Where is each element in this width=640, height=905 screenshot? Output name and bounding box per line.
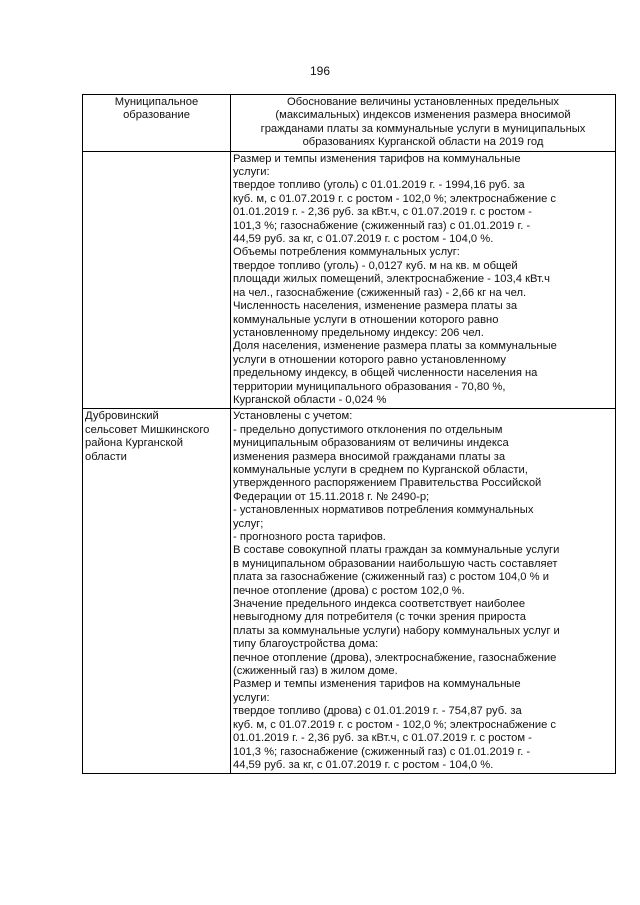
header-text-line: образованиях Курганской области на 2019 год [302, 136, 544, 149]
text-line: (сжиженный газ) в жилом доме. [233, 665, 398, 678]
text-line: услуги в отношении которого равно установленному [233, 353, 506, 366]
text-line: куб. м, с 01.07.2019 г. с ростом - 102,0 %; электроснабжение с [233, 192, 556, 205]
text-line: услуги: [233, 691, 270, 704]
text-line: Размер и темпы изменения тарифов на коммунальные [233, 152, 521, 165]
text-line: - прогнозного роста тарифов. [233, 531, 386, 543]
text-line: Размер и темпы изменения тарифов на коммунальные [233, 678, 521, 691]
text-line: Курганской области - 0,024 % [233, 393, 387, 406]
text-line: территории муниципального образования - 70,80 %, [233, 380, 506, 393]
header-text-line: (максимальных) индексов изменения размера вносимой [275, 109, 571, 122]
text-line: В составе совокупной платы граждан за коммунальные услуги [233, 544, 560, 557]
justification-cell [231, 151, 616, 409]
text-line: 44,59 руб. за кг, с 01.07.2019 г. с ростом - 104,0 %. [233, 758, 494, 771]
text-line: 44,59 руб. за кг, с 01.07.2019 г. с ростом - 104,0 %. [233, 233, 494, 246]
text-line: - предельно допустимого отклонения по отдельным [233, 423, 503, 436]
text-line: Дубровинский [85, 410, 159, 423]
text-line: района Курганской [85, 437, 183, 450]
text-line: 101,3 %; газоснабжение (сжиженный газ) с 01.01.2019 г. - [233, 745, 531, 758]
text-line: сельсовет Мишкинского [85, 423, 210, 436]
text-line: куб. м, с 01.07.2019 г. с ростом - 102,0 %; электроснабжение с [233, 718, 556, 731]
text-line: 101,3 %; газоснабжение (сжиженный газ) с 01.01.2019 г. - [233, 219, 531, 232]
text-line: типу благоустройства дома: [233, 638, 379, 651]
header-justification [231, 95, 616, 152]
text-line: изменения размера вносимой гражданами платы за [233, 450, 506, 463]
text-line: в муниципальном образовании наибольшую часть составляет [233, 557, 558, 570]
header-text-line: Обоснование величины установленных предельных [287, 96, 559, 108]
text-line: услуги: [233, 166, 270, 179]
municipality-cell [83, 409, 231, 774]
text-line: области [85, 450, 127, 463]
tariff-justification-table [82, 94, 616, 774]
text-line: коммунальные услуги в отношении которого равно [233, 313, 499, 326]
text-line: 01.01.2019 г. - 2,36 руб. за кВт.ч, с 01.07.2019 г. с ростом - [233, 206, 532, 219]
text-line: Федерации от 15.11.2018 г. № 2490-р; [233, 490, 430, 503]
text-line: услуг; [233, 517, 264, 530]
table-header-row [83, 95, 616, 152]
text-line: предельному индексу, в общей численности населения на [233, 367, 538, 380]
header-municipality [83, 95, 231, 152]
text-line: плата за газоснабжение (сжиженный газ) с ростом 104,0 % и [233, 571, 549, 584]
header-text-line: Муниципальное [114, 96, 199, 108]
text-line: утвержденного распоряжением Правительства Российской [233, 477, 542, 490]
text-line: Объемы потребления коммунальных услуг: [233, 246, 460, 259]
text-line: установленному предельному индексу: 206 чел. [233, 326, 484, 339]
municipality-cell [83, 151, 231, 409]
text-line: твердое топливо (уголь) с 01.01.2019 г. - 1994,16 руб. за [233, 179, 525, 192]
text-line: твердое топливо (дрова) с 01.01.2019 г. - 754,87 руб. за [233, 705, 522, 718]
table-row [83, 409, 616, 774]
text-line: печное отопление (дрова), электроснабжение, газоснабжение [233, 651, 557, 664]
text-line: платы за коммунальные услуги) набору коммунальных услуг и [233, 624, 560, 637]
text-line: твердое топливо (уголь) - 0,0127 куб. м на кв. м общей [233, 259, 518, 272]
text-line: - установленных нормативов потребления коммунальных [233, 504, 534, 517]
table-row [83, 151, 616, 409]
text-line: коммунальные услуги в среднем по Курганской области, [233, 463, 528, 476]
justification-cell [231, 409, 616, 774]
header-text-line: гражданами платы за коммунальные услуги в муниципальных [260, 122, 586, 135]
text-line: муниципальным образованиям от величины индекса [233, 437, 509, 450]
text-line: на чел., газоснабжение (сжиженный газ) - 2,66 кг на чел. [233, 286, 527, 299]
text-line: Численность населения, изменение размера платы за [233, 300, 518, 313]
text-line: Установлены с учетом: [233, 410, 353, 423]
text-line: невыгодному для потребителя (с точки зрения прироста [233, 611, 526, 624]
text-line: Доля населения, изменение размера платы за коммунальные [233, 340, 557, 353]
text-line: 01.01.2019 г. - 2,36 руб. за кВт.ч, с 01.07.2019 г. с ростом - [233, 732, 532, 745]
header-text-line: образование [123, 109, 190, 122]
text-line: площади жилых помещений, электроснабжение - 103,4 кВт.ч [233, 273, 550, 286]
text-line: Значение предельного индекса соответствует наиболее [233, 598, 526, 611]
page-number: 196 [309, 64, 331, 78]
text-line: печное отопление (дрова) с ростом 102,0 %. [233, 584, 465, 597]
